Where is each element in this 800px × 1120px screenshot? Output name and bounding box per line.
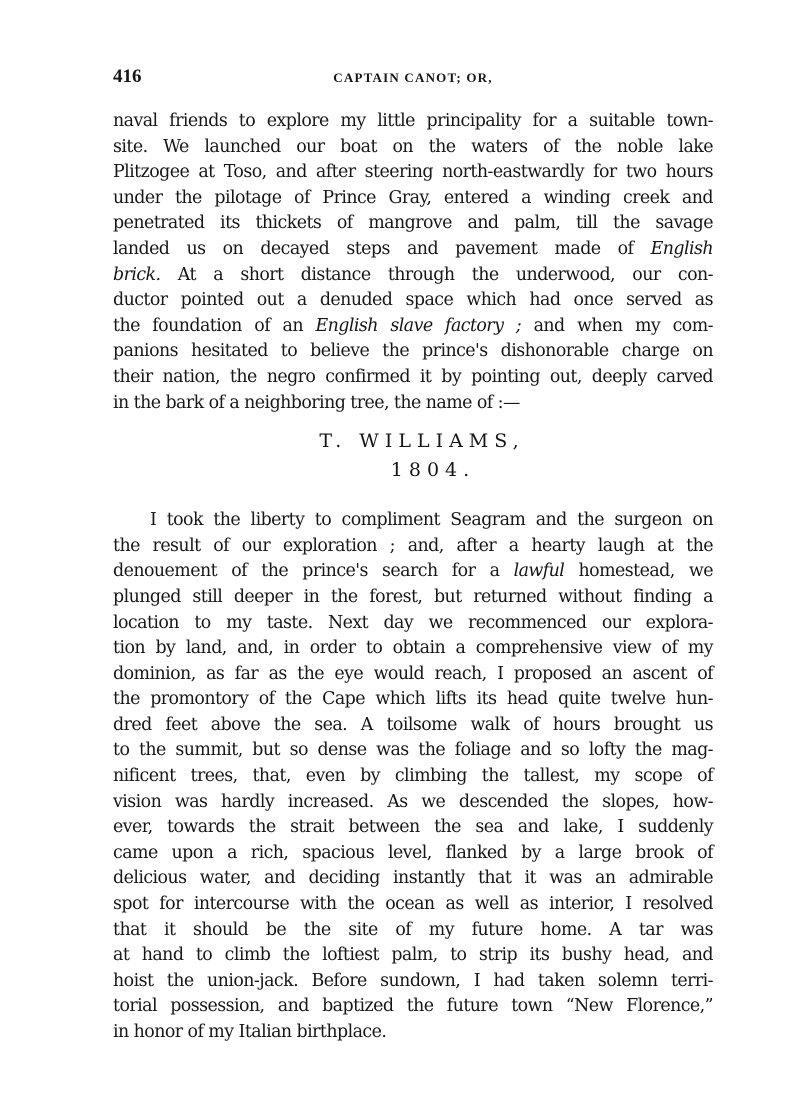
body-text — [113, 109, 713, 1046]
text-line — [113, 662, 713, 688]
text-line — [113, 186, 713, 212]
text-run: and when my com- — [521, 315, 713, 336]
book-page — [113, 66, 713, 1046]
text-run: At a short distance through the underwood, our con- — [160, 264, 713, 285]
text-run: dred feet above the sea. A toilsome walk of hours brought us — [113, 714, 713, 735]
text-line — [113, 365, 713, 391]
text-run: their nation, the negro confirmed it by pointing out, deeply carved — [113, 366, 713, 387]
text-run: naval friends to explore my little principality for a suitable town- — [113, 111, 713, 131]
text-line — [113, 534, 713, 560]
italic-text: brick. — [113, 264, 161, 285]
text-run: panions hesitated to believe the prince's dishonorable charge on — [113, 341, 713, 362]
text-run: the promontory of the Cape which lifts its head quite twelve hun- — [113, 689, 713, 710]
text-line — [113, 508, 713, 534]
text-run: the result of our exploration ; and, after a hearty laugh at the — [113, 535, 713, 556]
text-line — [113, 815, 713, 841]
text-line — [113, 687, 713, 713]
text-line — [113, 135, 713, 161]
text-run: came upon a rich, spacious level, flanked by a large brook of — [113, 842, 713, 863]
text-line — [113, 237, 713, 263]
text-line — [113, 918, 713, 944]
text-line — [113, 1020, 713, 1046]
text-line — [113, 611, 713, 637]
text-line — [113, 314, 713, 340]
text-run: the foundation of an — [113, 315, 316, 336]
text-run: penetrated its thickets of mangrove and palm, till the savage — [113, 213, 713, 234]
italic-text: lawful — [513, 561, 565, 582]
text-run: that it should be the site of my future home. A tar was — [113, 919, 713, 940]
italic-text: English slave factory ; — [315, 315, 522, 336]
text-line — [113, 892, 713, 918]
paragraph-2 — [113, 508, 713, 1045]
text-line — [113, 585, 713, 611]
text-run: plunged still deeper in the forest, but returned without finding a — [113, 586, 713, 607]
text-line — [113, 559, 713, 585]
text-run: to the summit, but so dense was the foliage and so lofty the mag- — [113, 740, 713, 761]
text-run: delicious water, and deciding instantly that it was an admirable — [113, 868, 713, 889]
text-run: homestead, we — [564, 561, 713, 582]
text-line — [113, 943, 713, 969]
text-line — [113, 994, 713, 1020]
text-line — [113, 738, 713, 764]
text-line — [113, 636, 713, 662]
text-line — [113, 263, 713, 289]
text-run: denouement of the prince's search for a — [113, 561, 514, 582]
text-run: site. We launched our boat on the waters of the noble lake — [113, 136, 713, 157]
inscription-year: 1804. — [390, 459, 476, 482]
text-run: ductor pointed out a denuded space which had once served as — [113, 290, 713, 311]
text-line — [113, 211, 713, 237]
text-line — [113, 339, 713, 365]
tree-inscription — [113, 426, 713, 484]
text-run: ever, towards the strait between the sea and lake, I suddenly — [113, 817, 713, 838]
text-run: landed us on decayed steps and pavement made of — [113, 238, 651, 259]
text-line — [113, 866, 713, 892]
text-run: Plitzogee at Toso, and after steering north-eastwardly for two hours — [113, 162, 713, 183]
italic-text: English — [650, 238, 713, 259]
inscription-name: T. WILLIAMS, — [319, 430, 525, 453]
text-run: nificent trees, that, even by climbing the tallest, my scope of — [113, 766, 713, 787]
text-line — [113, 764, 713, 790]
text-run: torial possession, and baptized the future town “New Florence,” — [113, 996, 713, 1017]
text-run: I took the liberty to compliment Seagram and the surgeon on — [150, 510, 713, 531]
text-run: location to my taste. Next day we recommenced our explora- — [113, 612, 713, 633]
text-line — [113, 160, 713, 186]
text-line — [113, 969, 713, 995]
text-run: spot for intercourse with the ocean as well as interior, I resolved — [113, 894, 713, 915]
text-line — [113, 391, 713, 417]
text-line — [113, 288, 713, 314]
text-line — [113, 109, 713, 135]
text-run: dominion, as far as the eye would reach, I proposed an ascent of — [113, 663, 713, 684]
text-run: under the pilotage of Prince Gray, entered a winding creek and — [113, 187, 713, 208]
text-run: in honor of my Italian birthplace. — [113, 1022, 387, 1042]
text-run: tion by land, and, in order to obtain a comprehensive view of my — [113, 638, 713, 659]
text-run: vision was hardly increased. As we descended the slopes, how- — [113, 791, 713, 812]
text-run: at hand to climb the loftiest palm, to strip its bushy head, and — [113, 945, 713, 966]
text-run: in the bark of a neighboring tree, the name of :— — [113, 392, 520, 413]
running-title: CAPTAIN CANOT; OR, — [333, 70, 493, 85]
text-line — [113, 713, 713, 739]
text-line — [113, 841, 713, 867]
text-line — [113, 790, 713, 816]
running-head — [113, 66, 713, 96]
text-run: hoist the union-jack. Before sundown, I had taken solemn terri- — [113, 970, 713, 991]
paragraph-1 — [113, 109, 713, 416]
page-number: 416 — [113, 66, 142, 87]
